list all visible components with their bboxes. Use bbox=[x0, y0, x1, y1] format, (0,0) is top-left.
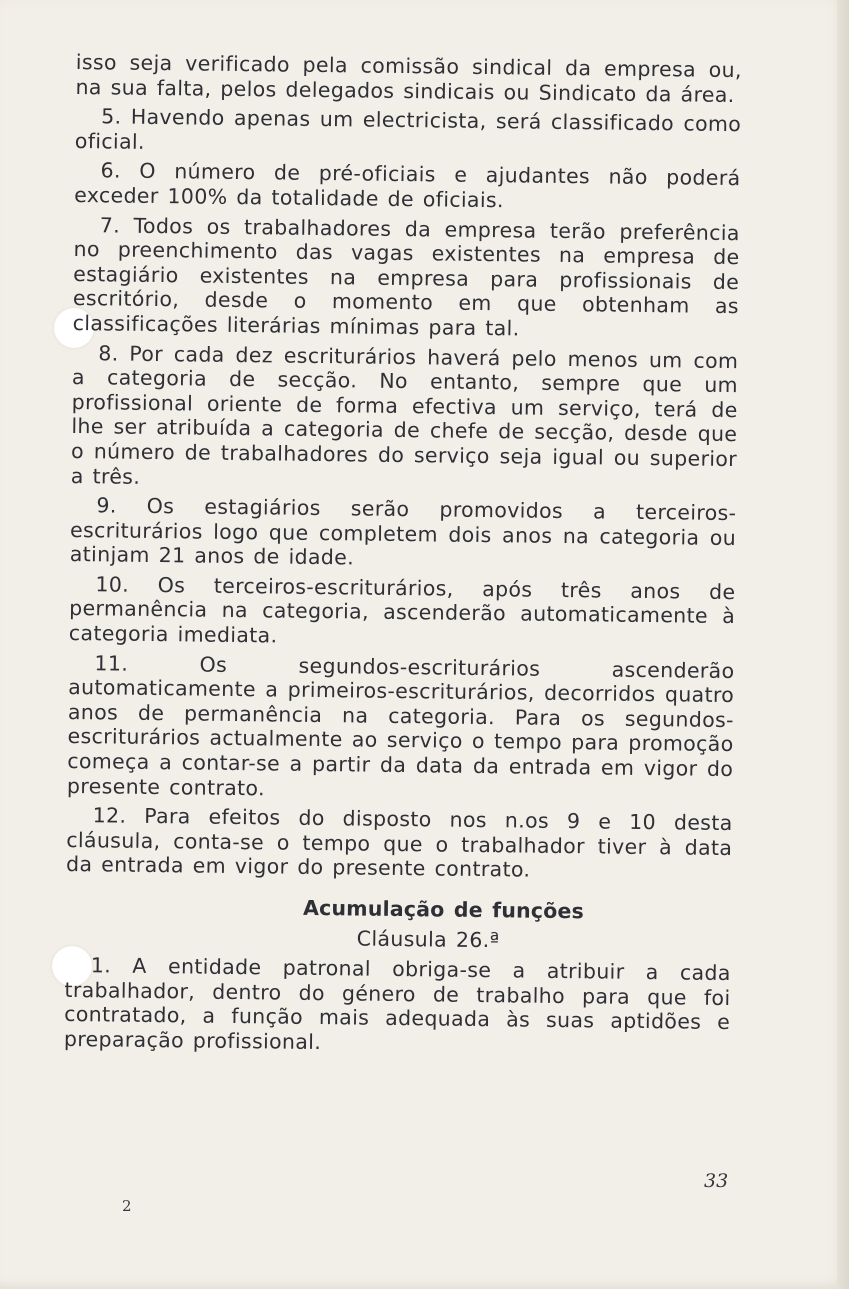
paragraph-continuation: isso seja verificado pela comissão sindical da empresa ou, na sua falta, pelos delegados sindicais ou Sindicato da área. bbox=[75, 50, 742, 107]
paragraph-item-6: 6. O número de pré-oficiais e ajudantes não poderá exceder 100% da totalidade de oficiais. bbox=[74, 158, 741, 213]
section-heading: Acumulação de funções bbox=[302, 895, 585, 924]
body-text bbox=[64, 50, 742, 1065]
paragraph-item-9: 9. Os estagiários serão promovidos a terceiros-escriturários logo que completem dois anos na categoria ou atinjam 21 anos de idade. bbox=[69, 493, 737, 570]
paragraph-item-11: 11. Os segundos-escriturários ascenderão automaticamente a primeiros-escriturários, decorridos quatro anos de permanência na categoria. Para os segundos-escriturários actualmente ao serviço o tempo para promoção começa a contar-se a partir da data da entrada em vigor do presente contrato. bbox=[66, 650, 735, 800]
signature-mark: 2 bbox=[122, 1197, 132, 1215]
clause-title: Cláusula 26.ª bbox=[356, 926, 500, 952]
page-number: 33 bbox=[704, 1170, 729, 1192]
paragraph-item-7: 7. Todos os trabalhadores da empresa terão preferência no preenchimento das vagas existentes na empresa de estagiário existentes na empresa para profissionais de escritório, desde o momento em que obtenham as classificações literárias mínimas para tal. bbox=[72, 212, 740, 341]
paragraph-item-10: 10. Os terceiros-escriturários, após três anos de permanência na categoria, ascenderão automaticamente à categoria imediata. bbox=[68, 572, 736, 648]
paragraph-item-12: 12. Para efeitos do disposto nos n.os 9 e 10 desta cláusula, conta-se o tempo que o trabalhador tiver à data da entrada em vigor do presente contrato. bbox=[65, 803, 733, 883]
page-edge bbox=[837, 0, 849, 1289]
paragraph-item-8: 8. Por cada dez escriturários haverá pelo menos um com a categoria de secção. No entanto, sempre que um profissional oriente de forma efectiva um serviço, terá de lhe ser atribuída a categoria de chefe de secção, desde que o número de trabalhadores do serviço seja igual ou superior a três. bbox=[70, 340, 739, 489]
paragraph-item-5: 5. Havendo apenas um electricista, será classificado como oficial. bbox=[74, 104, 742, 154]
clause-paragraph-1: 1. A entidade patronal obriga-se a atribuir a cada trabalhador, dentro do género de trabalho para que foi contratado, a função mais adequada às suas aptidões e preparação profissional. bbox=[63, 953, 731, 1055]
